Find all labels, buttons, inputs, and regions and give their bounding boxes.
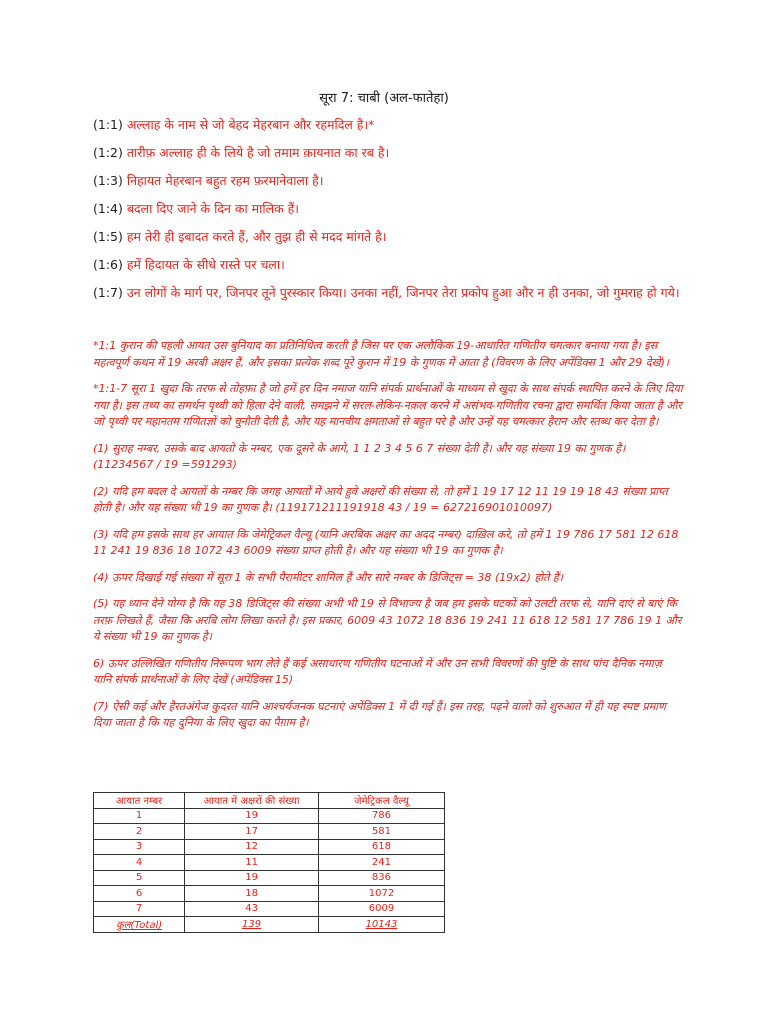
verse-item xyxy=(93,256,683,273)
verse-list xyxy=(93,116,683,312)
table-cell: 5 xyxy=(94,870,185,886)
verse-text: बदला दिए जाने के दिन का मालिक हैं। xyxy=(126,201,300,216)
verse-text: हम तेरी ही इबादत करते हैं, और तुझ ही से मदद मांगते है। xyxy=(126,229,387,244)
table-cell: 2 xyxy=(94,824,185,840)
note-paragraph: (2) यदि हम बदल दे आयतों के नम्बर कि जगह आयतों में आये हुवे अक्षरों की संख्या से, तो हमें 1 19 17 12 11 19 19 18 43 संख्या प्राप्त होती है। और यह संख्या भी 19 का गुणक है। (119171211191918 43 / 19 = 627216901010097) xyxy=(93,484,668,514)
verse-number: (1:2) xyxy=(93,145,123,160)
table-cell: 1072 xyxy=(318,886,444,902)
verse-number: (1:5) xyxy=(93,229,123,244)
note-paragraph: 6) ऊपर उल्लिखित गणितीय निरूपण भाग लेते हैं कई असाधारण गणितीय घटनाओं में और उन सभी विवरणों की पुष्टि के साथ पांच दैनिक नमाज़ यानि संपर्क प्रार्थनाओं के लिए देखें (अपेंडिक्स 15) xyxy=(93,656,662,686)
table-cell: 17 xyxy=(185,824,319,840)
notes-section xyxy=(93,338,683,742)
note-paragraph: (3) यदि हम इसके साथ हर आयात कि जेमेट्रिकल वैल्यू (यानि अरबिक अक्षर का अदद नम्बर) दाख़िल करे, तो हमें 1 19 786 17 581 12 618 11 241 19 836 18 1072 43 6009 संख्या प्राप्त होती है। और यह संख्या भी 19 का गुणक है। xyxy=(93,527,679,557)
table-header-cell: जेमेट्रिकल वैल्यू xyxy=(318,793,444,809)
table-cell: 43 xyxy=(185,901,319,917)
page-title: सूरा 7: चाबी (अल-फातेहा) xyxy=(319,91,449,106)
verse-text: उन लोगों के मार्ग पर, जिनपर तूने पुरस्कार किया। उनका नहीं, जिनपर तेरा प्रकोप हुआ और न ही उनका, जो गुमराह हो गये। xyxy=(126,285,680,300)
note-paragraph: (5) यह ध्यान देने योग्य है कि यह 38 डिजिट्स की संख्या अभी भी 19 से विभाज्य है जब हम इसके घटकों को उलटी तरफ से, यानि दाएं से बाएं कि तरफ़ लिखते हैं, जैसा कि अरबि लोग लिखा करते है। इस प्रकार, 6009 43 1072 18 836 19 241 11 618 12 581 17 786 19 1 और ये संख्या भी 19 का गुणक है। xyxy=(93,597,682,643)
table-total-cell: 139 xyxy=(185,917,319,933)
table-row xyxy=(94,886,445,902)
table-total-cell: कुल(Total) xyxy=(94,917,185,933)
table-cell: 241 xyxy=(318,855,444,871)
table-cell: 11 xyxy=(185,855,319,871)
table-cell: 7 xyxy=(94,901,185,917)
verse-text: अल्लाह के नाम से जो बेहद मेहरबान और रहमदिल है।* xyxy=(126,117,375,132)
verse-text: हमें हिदायत के सीधे रास्ते पर चला। xyxy=(126,257,285,272)
table-row xyxy=(94,839,445,855)
verse-number: (1:3) xyxy=(93,173,123,188)
table-row xyxy=(94,824,445,840)
note-paragraph: *1:1 कुरान की पहली आयत उस बुनियाद का प्रतिनिधित्व करती है जिस पर एक अलौकिक 19-आधारित गणितीय चमत्कार बनाया गया है। इस महत्वपूर्ण कथन में 19 अरबी अक्षर हैं, और इसका प्रत्येक शब्द पूरे कुरान में 19 के गुणक में आता है (विवरण के लिए अपेंडिक्स 1 और 29 देखें)। xyxy=(93,339,670,369)
note-paragraph: *1:1-7 सूरा 1 खुदा कि तरफ से तोहफ़ा है जो हमें हर दिन नमाज यानि संपर्क प्रार्थनाओं के माध्यम से खुदा के साथ संपर्क स्थापित करने के लिए दिया गया है। इस तथ्य का समर्थन पृथ्वी को हिला देने वाली, समझने में सरल-लेकिन-नक़ल करने में असंभव-गणितीय रचना द्वारा समर्थित किया जाता है और जो पृथ्वी पर महानतम गणितज्ञों को चुनौती देती है, और यह मानवीय क्षमताओं से बहुत परे है और उन्हें यह चमत्कार हैरान और स्तब्ध कर देता है। xyxy=(93,382,683,428)
table-cell: 581 xyxy=(318,824,444,840)
verse-data-table xyxy=(93,792,445,933)
table-cell: 19 xyxy=(185,870,319,886)
verse-number: (1:1) xyxy=(93,117,123,132)
verse-number: (1:6) xyxy=(93,257,123,272)
verse-item xyxy=(93,172,683,189)
verse-item xyxy=(93,228,683,245)
table-cell: 4 xyxy=(94,855,185,871)
verse-item xyxy=(93,284,683,301)
table-row xyxy=(94,870,445,886)
table-header-row xyxy=(94,793,445,809)
verse-number: (1:4) xyxy=(93,201,123,216)
note-paragraph: (7) ऐसी कई और हैरतअंगेज कुदरत यानि आश्चर्यजनक घटनाएं अपेंडिक्स 1 में दी गई हैं। इस तरह, पढ़ने वालो को शुरुआत में ही यह स्पष्ट प्रमाण दिया जाता है कि यह दुनिया के लिए खुदा का पैग़ाम है। xyxy=(93,699,666,729)
verse-item xyxy=(93,200,683,217)
table-cell: 6 xyxy=(94,886,185,902)
verse-item xyxy=(93,144,683,161)
note-paragraph: (4) ऊपर दिखाई गई संख्या में सूरा 1 के सभी पैरामीटर शामिल हैं और सारे नम्बर के डिजिट्स = 38 (19x2) होते हैं। xyxy=(93,570,563,584)
table-cell: 786 xyxy=(318,808,444,824)
table-row xyxy=(94,808,445,824)
table-total-row xyxy=(94,917,445,933)
table-total-cell: 10143 xyxy=(318,917,444,933)
note-paragraph: (1) सुराह नम्बर, उसके बाद आयतो के नम्बर, एक दूसरे के आगे, 1 1 2 3 4 5 6 7 संख्या देती है। और यह संख्या 19 का गुणक है। (11234567 / 19 =591293) xyxy=(93,441,626,471)
verse-text: तारीफ़ अल्लाह ही के लिये है जो तमाम क़ायनात का रब है। xyxy=(126,145,390,160)
table-row xyxy=(94,855,445,871)
table-cell: 19 xyxy=(185,808,319,824)
table-cell: 6009 xyxy=(318,901,444,917)
table-header-cell: आयात में अक्षरों की संख्या xyxy=(185,793,319,809)
table-cell: 618 xyxy=(318,839,444,855)
table-cell: 3 xyxy=(94,839,185,855)
table-row xyxy=(94,901,445,917)
table-cell: 18 xyxy=(185,886,319,902)
table-cell: 836 xyxy=(318,870,444,886)
table-cell: 1 xyxy=(94,808,185,824)
table-header-cell: आयात नम्बर xyxy=(94,793,185,809)
verse-item xyxy=(93,116,683,133)
verse-text: निहायत मेहरबान बहुत रहम फ़रमानेवाला है। xyxy=(126,173,324,188)
verse-number: (1:7) xyxy=(93,285,123,300)
table-cell: 12 xyxy=(185,839,319,855)
